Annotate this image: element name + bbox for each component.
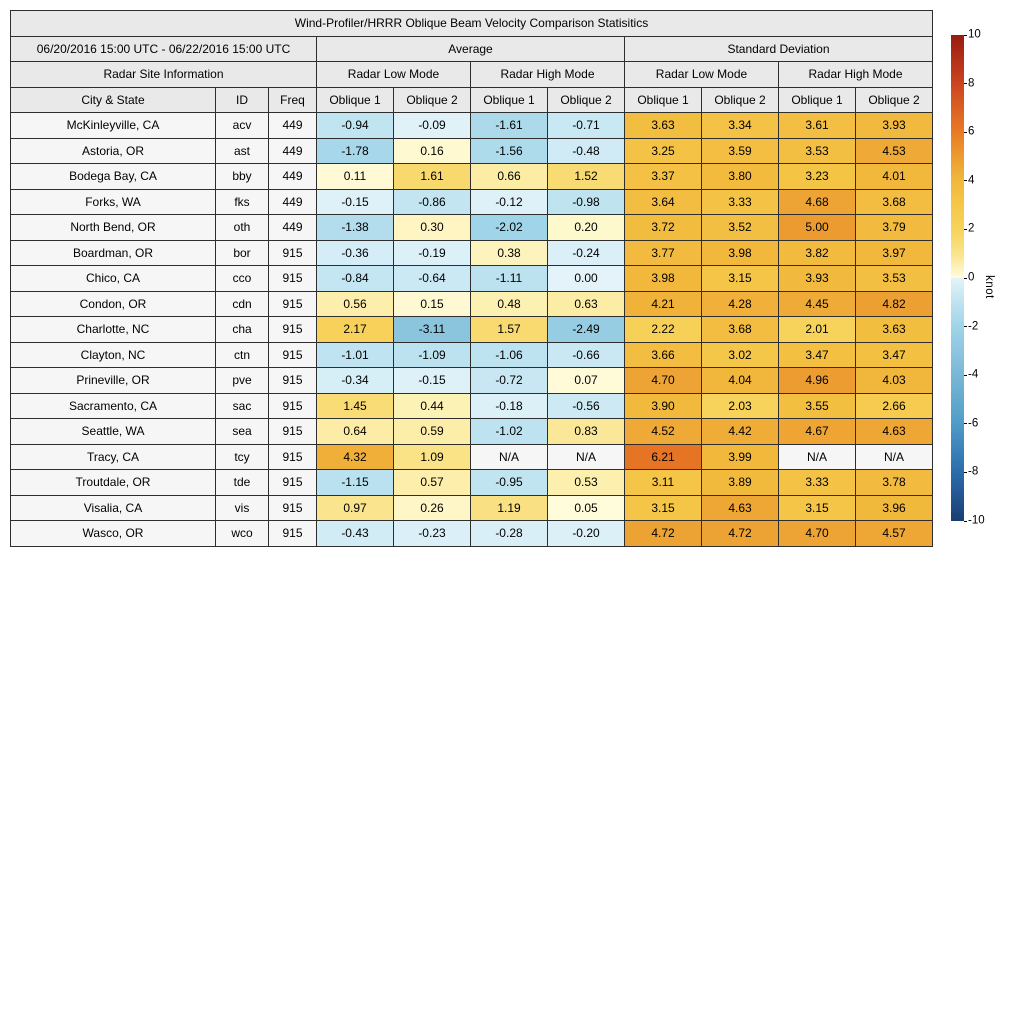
freq-cell: 915 [269,342,317,368]
value-cell: 0.97 [317,495,394,521]
value-cell: 1.19 [471,495,548,521]
value-cell: -0.98 [548,189,625,215]
value-cell: 3.33 [702,189,779,215]
value-cell: -0.18 [471,393,548,419]
value-cell: 6.21 [625,444,702,470]
value-cell: -1.15 [317,470,394,496]
value-cell: -0.43 [317,521,394,547]
value-cell: 3.47 [779,342,856,368]
table-row [11,495,933,521]
value-cell: 1.61 [394,164,471,190]
group-header-row [11,36,933,62]
id-cell: tde [216,470,269,496]
city-cell: Clayton, NC [11,342,216,368]
table-row [11,419,933,445]
city-cell: Tracy, CA [11,444,216,470]
value-cell: -1.11 [471,266,548,292]
col-header-oblique2: Oblique 2 [394,87,471,113]
value-cell: -0.34 [317,368,394,394]
value-cell: -1.78 [317,138,394,164]
value-cell: -0.20 [548,521,625,547]
value-cell: -2.49 [548,317,625,343]
value-cell: 4.68 [779,189,856,215]
colorbar-tick-label: -4 [968,368,979,381]
table-row [11,138,933,164]
colorbar-tick-mark [964,326,967,327]
value-cell: 3.89 [702,470,779,496]
value-cell: 3.53 [779,138,856,164]
mode-header-std-low: Radar Low Mode [625,62,779,88]
city-cell: Seattle, WA [11,419,216,445]
value-cell: -1.02 [471,419,548,445]
value-cell: 3.64 [625,189,702,215]
city-cell: Astoria, OR [11,138,216,164]
colorbar-tick-label: 8 [968,76,975,89]
value-cell: 3.23 [779,164,856,190]
city-cell: Condon, OR [11,291,216,317]
group-header-stddev: Standard Deviation [625,36,933,62]
col-header-oblique1: Oblique 1 [471,87,548,113]
freq-cell: 915 [269,240,317,266]
value-cell: 3.98 [625,266,702,292]
column-header-row [11,87,933,113]
stats-table-body [11,113,933,547]
table-row [11,521,933,547]
value-cell: 2.01 [779,317,856,343]
colorbar-tick-label: -8 [968,465,979,478]
value-cell: 0.83 [548,419,625,445]
id-cell: cdn [216,291,269,317]
value-cell: 3.96 [856,495,933,521]
colorbar-unit-label: knot [983,275,995,299]
freq-cell: 915 [269,495,317,521]
colorbar-tick-mark [964,35,967,36]
colorbar-tick-mark [964,83,967,84]
value-cell: 0.53 [548,470,625,496]
city-cell: Forks, WA [11,189,216,215]
id-cell: bby [216,164,269,190]
colorbar-tick-label: 2 [968,222,975,235]
city-cell: Sacramento, CA [11,393,216,419]
value-cell: 1.57 [471,317,548,343]
id-cell: tcy [216,444,269,470]
city-cell: Chico, CA [11,266,216,292]
value-cell: 4.53 [856,138,933,164]
value-cell: -2.02 [471,215,548,241]
col-header-freq: Freq [269,87,317,113]
value-cell: -1.06 [471,342,548,368]
value-cell: N/A [548,444,625,470]
col-header-oblique1: Oblique 1 [317,87,394,113]
value-cell: 3.68 [702,317,779,343]
city-cell: McKinleyville, CA [11,113,216,139]
value-cell: 1.52 [548,164,625,190]
id-cell: bor [216,240,269,266]
value-cell: 1.45 [317,393,394,419]
city-cell: Charlotte, NC [11,317,216,343]
value-cell: 5.00 [779,215,856,241]
city-cell: Troutdale, OR [11,470,216,496]
value-cell: 0.56 [317,291,394,317]
colorbar-tick-label: -2 [968,319,979,332]
value-cell: 3.53 [856,266,933,292]
value-cell: -0.86 [394,189,471,215]
table-row [11,266,933,292]
freq-cell: 915 [269,368,317,394]
table-row [11,342,933,368]
value-cell: 4.63 [856,419,933,445]
value-cell: 3.15 [702,266,779,292]
value-cell: 0.15 [394,291,471,317]
value-cell: 4.52 [625,419,702,445]
value-cell: 0.20 [548,215,625,241]
colorbar-tick-mark [964,472,967,473]
id-cell: acv [216,113,269,139]
value-cell: 4.67 [779,419,856,445]
value-cell: 0.57 [394,470,471,496]
site-info-header: Radar Site Information [11,62,317,88]
id-cell: cha [216,317,269,343]
table-row [11,368,933,394]
freq-cell: 915 [269,393,317,419]
value-cell: -0.72 [471,368,548,394]
table-row [11,189,933,215]
city-cell: North Bend, OR [11,215,216,241]
value-cell: -0.84 [317,266,394,292]
value-cell: 0.44 [394,393,471,419]
col-header-city: City & State [11,87,216,113]
city-cell: Visalia, CA [11,495,216,521]
value-cell: 3.80 [702,164,779,190]
value-cell: 3.93 [779,266,856,292]
value-cell: 0.00 [548,266,625,292]
value-cell: 3.59 [702,138,779,164]
freq-cell: 915 [269,291,317,317]
value-cell: 0.38 [471,240,548,266]
city-cell: Wasco, OR [11,521,216,547]
value-cell: 3.82 [779,240,856,266]
value-cell: 4.57 [856,521,933,547]
colorbar-tick-mark [964,132,967,133]
value-cell: 4.01 [856,164,933,190]
freq-cell: 915 [269,317,317,343]
table-row [11,113,933,139]
colorbar-tick-mark [964,423,967,424]
value-cell: 3.15 [625,495,702,521]
freq-cell: 449 [269,189,317,215]
value-cell: 0.59 [394,419,471,445]
value-cell: 3.93 [856,113,933,139]
id-cell: wco [216,521,269,547]
value-cell: 0.63 [548,291,625,317]
id-cell: fks [216,189,269,215]
colorbar-tick-label: 4 [968,174,975,187]
value-cell: 4.72 [702,521,779,547]
value-cell: 3.55 [779,393,856,419]
value-cell: 3.47 [856,342,933,368]
mode-header-avg-low: Radar Low Mode [317,62,471,88]
value-cell: -1.01 [317,342,394,368]
value-cell: -0.28 [471,521,548,547]
id-cell: vis [216,495,269,521]
value-cell: -3.11 [394,317,471,343]
value-cell: 3.15 [779,495,856,521]
date-range: 06/20/2016 15:00 UTC - 06/22/2016 15:00 UTC [11,36,317,62]
value-cell: -0.66 [548,342,625,368]
col-header-oblique2: Oblique 2 [702,87,779,113]
value-cell: 3.90 [625,393,702,419]
value-cell: -0.94 [317,113,394,139]
value-cell: 4.82 [856,291,933,317]
value-cell: N/A [779,444,856,470]
value-cell: 3.34 [702,113,779,139]
value-cell: 3.61 [779,113,856,139]
id-cell: sea [216,419,269,445]
value-cell: 0.26 [394,495,471,521]
table-title: Wind-Profiler/HRRR Oblique Beam Velocity Comparison Statisitics [11,11,933,37]
value-cell: 3.98 [702,240,779,266]
title-row [11,11,933,37]
value-cell: 3.63 [625,113,702,139]
col-header-oblique2: Oblique 2 [856,87,933,113]
colorbar-tick-mark [964,229,967,230]
value-cell: 4.42 [702,419,779,445]
value-cell: 3.68 [856,189,933,215]
value-cell: 3.63 [856,317,933,343]
value-cell: 0.11 [317,164,394,190]
freq-cell: 449 [269,138,317,164]
table-row [11,317,933,343]
value-cell: -0.23 [394,521,471,547]
value-cell: 0.30 [394,215,471,241]
value-cell: 4.96 [779,368,856,394]
value-cell: 3.79 [856,215,933,241]
value-cell: -1.61 [471,113,548,139]
freq-cell: 915 [269,266,317,292]
value-cell: 4.72 [625,521,702,547]
id-cell: ast [216,138,269,164]
table-row [11,291,933,317]
freq-cell: 915 [269,521,317,547]
id-cell: oth [216,215,269,241]
value-cell: 4.03 [856,368,933,394]
table-row [11,393,933,419]
value-cell: 0.16 [394,138,471,164]
col-header-oblique2: Oblique 2 [548,87,625,113]
mode-header-row [11,62,933,88]
freq-cell: 915 [269,444,317,470]
value-cell: 3.37 [625,164,702,190]
group-header-average: Average [317,36,625,62]
value-cell: 0.07 [548,368,625,394]
value-cell: 3.33 [779,470,856,496]
colorbar-tick-mark [964,180,967,181]
freq-cell: 915 [269,470,317,496]
value-cell: 4.04 [702,368,779,394]
city-cell: Boardman, OR [11,240,216,266]
value-cell: 4.28 [702,291,779,317]
col-header-id: ID [216,87,269,113]
id-cell: sac [216,393,269,419]
col-header-oblique1: Oblique 1 [779,87,856,113]
value-cell: 4.70 [625,368,702,394]
value-cell: 3.02 [702,342,779,368]
value-cell: 3.99 [702,444,779,470]
value-cell: -0.36 [317,240,394,266]
colorbar-tick-mark [964,375,967,376]
id-cell: cco [216,266,269,292]
value-cell: -0.12 [471,189,548,215]
value-cell: -0.19 [394,240,471,266]
value-cell: -0.24 [548,240,625,266]
mode-header-std-high: Radar High Mode [779,62,933,88]
value-cell: -0.56 [548,393,625,419]
table-row [11,215,933,241]
value-cell: 3.11 [625,470,702,496]
colorbar [951,35,964,521]
table-row [11,444,933,470]
value-cell: 3.52 [702,215,779,241]
value-cell: 4.45 [779,291,856,317]
value-cell: 3.78 [856,470,933,496]
value-cell: -1.56 [471,138,548,164]
value-cell: 2.22 [625,317,702,343]
colorbar-tick-label: 0 [968,271,975,284]
value-cell: 2.17 [317,317,394,343]
col-header-oblique1: Oblique 1 [625,87,702,113]
city-cell: Bodega Bay, CA [11,164,216,190]
city-cell: Prineville, OR [11,368,216,394]
value-cell: -0.64 [394,266,471,292]
colorbar-tick-label: 10 [968,28,981,41]
value-cell: -0.71 [548,113,625,139]
freq-cell: 449 [269,164,317,190]
value-cell: 4.63 [702,495,779,521]
value-cell: 4.70 [779,521,856,547]
value-cell: -0.15 [394,368,471,394]
value-cell: 1.09 [394,444,471,470]
stats-table [10,10,933,547]
value-cell: 0.64 [317,419,394,445]
value-cell: 4.32 [317,444,394,470]
table-row [11,240,933,266]
colorbar-tick-mark [964,278,967,279]
value-cell: 0.05 [548,495,625,521]
value-cell: 3.72 [625,215,702,241]
value-cell: N/A [471,444,548,470]
value-cell: 3.66 [625,342,702,368]
value-cell: 3.25 [625,138,702,164]
value-cell: 4.21 [625,291,702,317]
value-cell: -0.48 [548,138,625,164]
freq-cell: 915 [269,419,317,445]
freq-cell: 449 [269,215,317,241]
value-cell: 3.97 [856,240,933,266]
value-cell: 2.03 [702,393,779,419]
value-cell: 3.77 [625,240,702,266]
table-row [11,164,933,190]
colorbar-tick-label: -6 [968,417,979,430]
value-cell: -1.09 [394,342,471,368]
value-cell: 2.66 [856,393,933,419]
value-cell: N/A [856,444,933,470]
value-cell: -0.15 [317,189,394,215]
mode-header-avg-high: Radar High Mode [471,62,625,88]
id-cell: pve [216,368,269,394]
colorbar-tick-label: -10 [968,514,985,527]
value-cell: 0.48 [471,291,548,317]
value-cell: -0.09 [394,113,471,139]
value-cell: -0.95 [471,470,548,496]
table-row [11,470,933,496]
colorbar-tick-label: 6 [968,125,975,138]
id-cell: ctn [216,342,269,368]
freq-cell: 449 [269,113,317,139]
value-cell: 0.66 [471,164,548,190]
colorbar-tick-mark [964,521,967,522]
value-cell: -1.38 [317,215,394,241]
